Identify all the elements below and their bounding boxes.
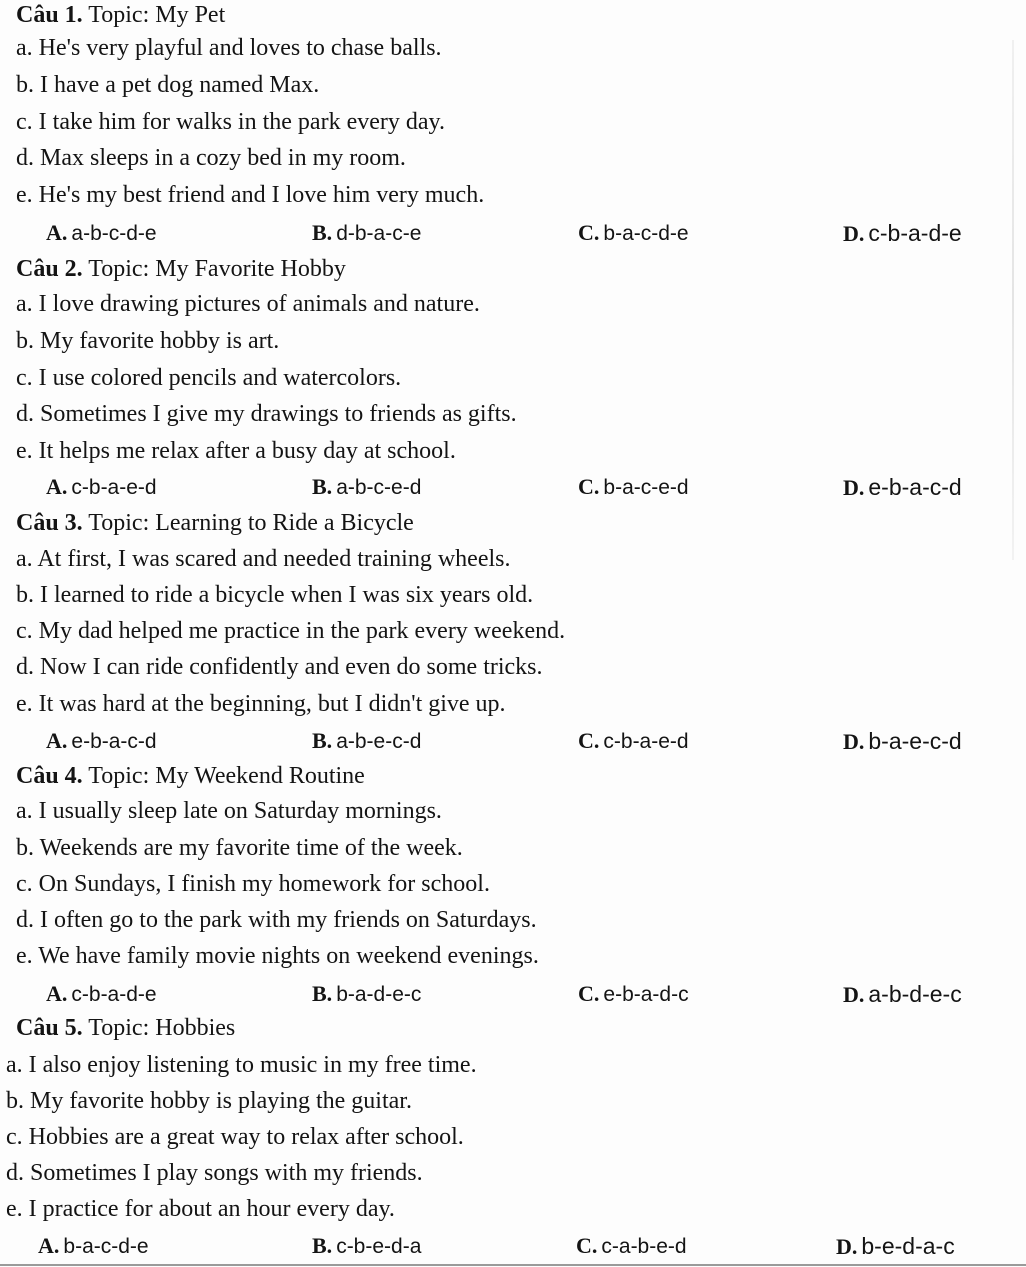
option-text: e-b-a-d-c (603, 983, 689, 1006)
question-heading (16, 1013, 235, 1043)
question-topic: Topic: My Pet (88, 2, 226, 28)
option-text: e-b-a-c-d (868, 474, 962, 500)
option-letter: C. (578, 220, 600, 245)
sentence-d: d. Max sleeps in a cozy bed in my room. (16, 145, 406, 171)
question-number: Câu 4. (16, 763, 83, 789)
option-text: b-a-c-e-d (603, 476, 689, 499)
question-topic: Topic: My Favorite Hobby (88, 256, 346, 282)
option-text: b-a-c-d-e (63, 1235, 149, 1258)
question-5 (0, 1013, 1026, 1266)
question-topic: Topic: Learning to Ride a Bicycle (88, 510, 414, 536)
option-letter: B. (312, 728, 333, 753)
question-topic: Topic: My Weekend Routine (88, 763, 365, 789)
question-heading (16, 508, 414, 538)
option-letter: D. (843, 221, 865, 246)
sentence-e: e. It was hard at the beginning, but I didn't give up. (16, 691, 506, 717)
option-text: a-b-c-e-d (336, 476, 422, 499)
sentence-c: c. My dad helped me practice in the park every weekend. (16, 618, 566, 644)
sentence-e: e. He's my best friend and I love him very much. (16, 182, 485, 208)
option-text: c-b-a-e-d (603, 730, 689, 753)
option-d[interactable] (836, 1229, 955, 1263)
option-b[interactable] (312, 470, 421, 504)
option-text: c-a-b-e-d (601, 1235, 687, 1258)
option-a[interactable] (46, 216, 157, 250)
option-letter: D. (843, 475, 865, 500)
option-text: d-b-a-c-e (336, 222, 422, 245)
option-b[interactable] (312, 216, 421, 250)
option-c[interactable] (578, 216, 689, 250)
sentence-a: a. I also enjoy listening to music in my free time. (6, 1052, 477, 1078)
option-a[interactable] (38, 1229, 149, 1263)
answer-options (0, 470, 1026, 504)
option-text: b-a-d-e-c (336, 983, 422, 1006)
sentence-b: b. My favorite hobby is art. (16, 328, 280, 354)
sentence-b: b. Weekends are my favorite time of the week. (16, 835, 463, 861)
option-c[interactable] (578, 724, 689, 758)
option-text: b-e-d-a-c (861, 1233, 955, 1259)
option-text: a-b-d-e-c (868, 981, 962, 1007)
option-letter: C. (578, 728, 600, 753)
question-1 (0, 0, 1026, 253)
option-text: b-a-c-d-e (603, 222, 689, 245)
answer-options (0, 977, 1026, 1011)
option-letter: B. (312, 981, 333, 1006)
option-d[interactable] (843, 724, 962, 758)
sentence-d: d. I often go to the park with my friends on Saturdays. (16, 907, 537, 933)
question-number: Câu 2. (16, 256, 83, 282)
page-bottom-rule (0, 1264, 1026, 1266)
option-letter: A. (46, 981, 68, 1006)
option-d[interactable] (843, 216, 962, 250)
option-letter: B. (312, 220, 333, 245)
question-heading (16, 0, 225, 30)
answer-options (0, 216, 1026, 250)
sentence-c: c. I take him for walks in the park every day. (16, 109, 445, 135)
sentence-a: a. I usually sleep late on Saturday mornings. (16, 798, 442, 824)
question-number: Câu 1. (16, 2, 83, 28)
option-a[interactable] (46, 470, 157, 504)
option-text: c-b-a-d-e (868, 220, 962, 246)
sentence-b: b. I learned to ride a bicycle when I was six years old. (16, 582, 534, 608)
option-letter: C. (576, 1233, 598, 1258)
option-letter: D. (836, 1234, 858, 1259)
option-letter: D. (843, 982, 865, 1007)
option-letter: C. (578, 981, 600, 1006)
question-2 (0, 254, 1026, 507)
option-b[interactable] (312, 1229, 421, 1263)
option-c[interactable] (578, 470, 689, 504)
question-heading (16, 254, 346, 284)
option-a[interactable] (46, 977, 157, 1011)
sentence-e: e. It helps me relax after a busy day at school. (16, 438, 456, 464)
option-text: c-b-a-d-e (71, 983, 157, 1006)
question-topic: Topic: Hobbies (88, 1015, 236, 1041)
sentence-e: e. We have family movie nights on weekend evenings. (16, 943, 539, 969)
option-b[interactable] (312, 977, 421, 1011)
sentence-d: d. Sometimes I give my drawings to friends as gifts. (16, 401, 517, 427)
sentence-b: b. I have a pet dog named Max. (16, 72, 320, 98)
sentence-d: d. Now I can ride confidently and even do some tricks. (16, 654, 543, 680)
option-letter: A. (46, 728, 68, 753)
option-text: c-b-a-e-d (71, 476, 157, 499)
option-text: e-b-a-c-d (71, 730, 157, 753)
sentence-b: b. My favorite hobby is playing the guitar. (6, 1088, 412, 1114)
question-number: Câu 5. (16, 1015, 83, 1041)
option-letter: B. (312, 474, 333, 499)
option-d[interactable] (843, 470, 962, 504)
sentence-a: a. At first, I was scared and needed training wheels. (16, 546, 511, 572)
answer-options (0, 1229, 1026, 1263)
option-letter: A. (38, 1233, 60, 1258)
option-c[interactable] (578, 977, 689, 1011)
option-b[interactable] (312, 724, 421, 758)
option-letter: A. (46, 220, 68, 245)
sentence-a: a. I love drawing pictures of animals and nature. (16, 291, 480, 317)
question-heading (16, 761, 365, 791)
option-c[interactable] (576, 1229, 687, 1263)
option-letter: B. (312, 1233, 333, 1258)
sentence-c: c. Hobbies are a great way to relax after school. (6, 1124, 464, 1150)
question-number: Câu 3. (16, 510, 83, 536)
sentence-c: c. On Sundays, I finish my homework for school. (16, 871, 490, 897)
question-4 (0, 761, 1026, 1014)
option-text: a-b-c-d-e (71, 222, 157, 245)
scan-edge-shadow (1012, 40, 1014, 560)
option-letter: D. (843, 729, 865, 754)
option-letter: A. (46, 474, 68, 499)
option-letter: C. (578, 474, 600, 499)
option-a[interactable] (46, 724, 157, 758)
option-text: a-b-e-c-d (336, 730, 422, 753)
answer-options (0, 724, 1026, 758)
option-text: b-a-e-c-d (868, 728, 962, 754)
question-3 (0, 508, 1026, 761)
option-text: c-b-e-d-a (336, 1235, 422, 1258)
sentence-a: a. He's very playful and loves to chase balls. (16, 35, 442, 61)
sentence-e: e. I practice for about an hour every day. (6, 1196, 395, 1222)
sentence-d: d. Sometimes I play songs with my friends. (6, 1160, 423, 1186)
option-d[interactable] (843, 977, 962, 1011)
sentence-c: c. I use colored pencils and watercolors. (16, 365, 402, 391)
